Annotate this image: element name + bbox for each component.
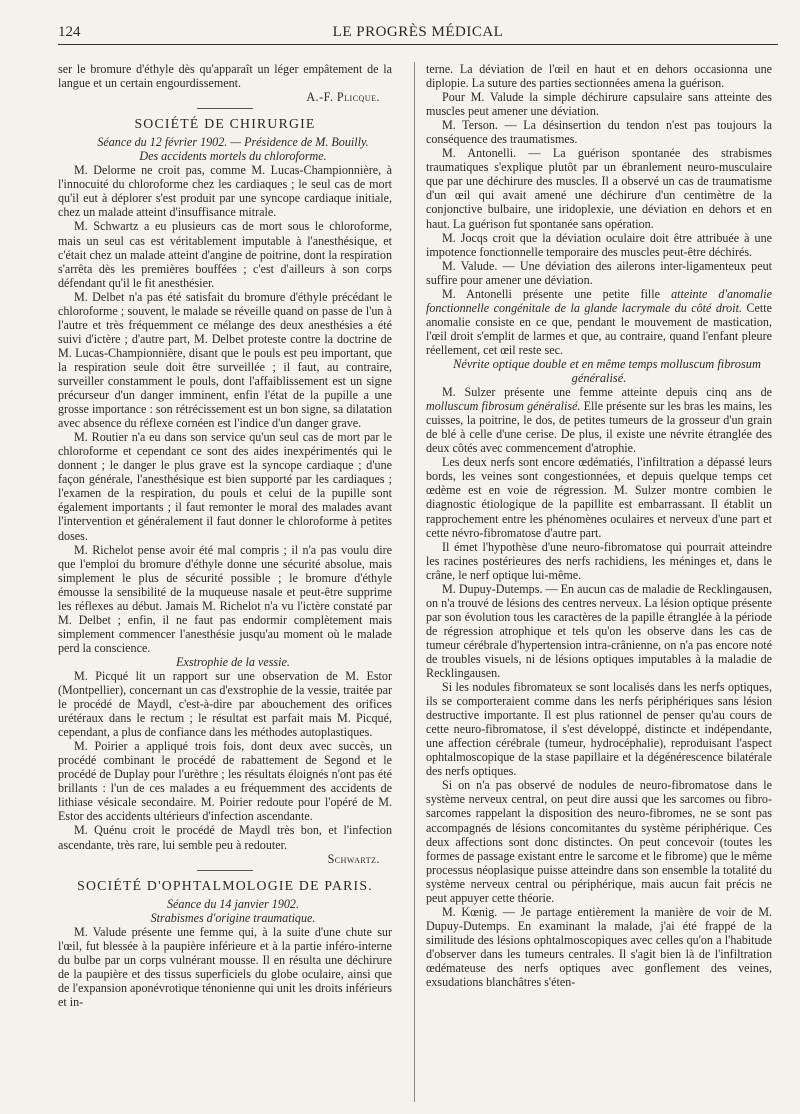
paragraph: [426, 385, 772, 455]
signature: A.-F. Plicque.: [306, 90, 380, 105]
session-line: Séance du 14 janvier 1902.: [167, 896, 299, 911]
paragraph: M. Delbet n'a pas été satisfait du bromure d'éthyle précédant le chloroforme ; souvent, le malade se réveille quand on passe de l'un à l'autre et très fréquemment ce mélange des deux anesthésies a été suivi d'ictère ; d'autre part, M. Delbet proteste contre la doctrine de M. Lucas-Championnière, disant que le pouls est peu important, que la respiration seule doit être surveillée ; il faut, au contraire, surveiller constamment le pouls, dont l'affaiblissement est un signe précurseur d'un danger imminent, enfin l'état de la pupille a une grosse importance : son rétrécissement est un bon signe, sa dilatation avec absence du réflexe cornéen est l'indice d'un danger grave.: [58, 289, 392, 431]
text-run: M. Sulzer présente une femme atteinte depuis cinq ans de: [442, 385, 772, 400]
section-heading: SOCIÉTÉ DE CHIRURGIE: [134, 116, 316, 132]
paragraph: Les deux nerfs sont encore œdématiés, l'infiltration a dépassé leurs bords, les veines sont congestionnées, et depuis quelque temps cet œdème est en voie de régression. M. Sulzer montre combien le diagnostic étiologique de la papillite est embarrassant. Il établit un rapprochement entre les phénomènes oculaires et nerveux d'une part et cette névro-fibromatose d'autre part.: [426, 455, 772, 540]
text-run: M. Antonelli présente une petite fille: [442, 286, 672, 301]
paragraph: [426, 287, 772, 357]
paragraph: M. Valude présente une femme qui, à la suite d'une chute sur l'œil, fut blessée à la paupière inférieure et à la partie inféro-interne du bulbe par un corps vulnérant mousse. Il en résulta une déchirure de la paupière et des tissus superficiels du globe oculaire, ainsi que de l'expansion aponévrotique ténonienne qui unit les droits inférieurs et in-: [58, 924, 393, 1009]
right-column: [426, 62, 772, 989]
divider-rule: [197, 870, 253, 871]
paragraph: M. Jocqs croit que la déviation oculaire doit être attribuée à une impotence fonctionnelle temporaire des muscles peut-être déchirés.: [426, 230, 772, 259]
column-divider: [414, 62, 415, 1102]
paragraph: M. Routier n'a eu dans son service qu'un seul cas de mort par le chloroforme et cependant ce sont des aides inexpérimentés qui le donnent ; le danger le plus grave est la syncope cardiaque ; d'une façon générale, l'anesthésique est bien supporté par les cardiaques ; l'examen de la respiration, du pouls et celui de la pupille sont également importants ; il faut remonter le moral des malades avant l'intervention et généralement il faut donner le chloroforme à petites doses.: [58, 430, 392, 543]
page-number: 124: [58, 24, 81, 40]
paragraph: M. Richelot pense avoir été mal compris ; il n'a pas voulu dire que l'emploi du bromure d'éthyle donne une sécurité absolue, mais simplement le plus de sécurité possible ; le bromure d'éthyle émousse la sensibilité de la muqueuse nasale et peut-être supprime les réflexes au début. Jamais M. Richelot n'a vu l'ictère constaté par M. Delbet ; enfin, il ne faut pas endormir complètement mais simplement commencer l'anesthésie jusqu'au moment où le malade perd la conscience.: [58, 542, 392, 655]
paragraph: ser le bromure d'éthyle dès qu'apparaît un léger empâtement de la langue et un certain engourdissement.: [58, 62, 392, 91]
paragraph: M. Schwartz a eu plusieurs cas de mort sous le chloroforme, mais un seul cas est véritablement imputable à l'anesthésique, et c'était chez un malade atteint d'angine de poitrine, dont la respiration s'arrêta dès les premières bouffées ; c'est d'ailleurs à son corps défendant qu'il le fit anesthésier.: [58, 219, 392, 290]
paragraph: Il émet l'hypothèse d'une neuro-fibromatose qui pourrait atteindre les racines postérieures des nerfs rachidiens, les méninges et, dans le crâne, le nerf optique lui-même.: [426, 539, 772, 582]
paragraph: M. Antonelli. — La guérison spontanée des strabismes traumatiques s'explique plutôt par un ébranlement neuro-musculaire que par une déchirure des muscles. Il a observé un cas de traumatisme d'un œil qui avait amené une déchirure d'un centimètre de la conjonctive bulbaire, une iridoplexie, une déviation en dehors et en haut. La guérison fut spontanée sans opération.: [426, 146, 772, 231]
paragraph: M. Kœnig. — Je partage entièrement la manière de voir de M. Dupuy-Dutemps. En examinant la malade, j'ai été frappé de la similitude des lésions ophtalmoscopiques avec celles qu'on a l'habitude d'observer dans les tumeurs centrales. Il s'agit bien là de l'infiltration œdémateuse des nerfs optiques avec gonflement des veines, exsudations blanchâtres s'éten-: [426, 904, 772, 990]
text-run: Cette anomalie consiste en ce que, pendant le mouvement de mastication, l'œil droit s'emplit de larmes et que, au contraire, quand l'enfant pleure réellement, cet œil reste sec.: [426, 300, 773, 357]
paragraph: M. Quénu croit le procédé de Maydl très bon, et l'infection ascendante, très rare, lui semble peu à redouter.: [58, 823, 392, 852]
italic-run: atteinte d'anomalie fonctionnelle congénitale de la glande lacrymale du côté droit.: [426, 286, 773, 315]
left-column: [58, 62, 392, 1009]
topic-heading: Exstrophie de la vessie.: [176, 654, 290, 669]
topic-heading: Strabismes d'origine traumatique.: [150, 910, 316, 925]
paragraph: Si on n'a pas observé de nodules de neuro-fibromatose dans le système nerveux central, on peut dire aussi que les sarcomes ou fibro-sarcomes rappelant la disposition des neuro-fibromes, ne se sont pas accompagnés de lésions concomitantes du système périphérique. Ces deux affections sont donc distinctes. On peut concevoir (toutes les formes de passage existant entre le sarcome et le fibrome) que le même processus néoplasique puisse atteindre dans son ensemble la totalité du système nerveux central ou périphérique, mais aucun fait précis ne peut appuyer cette théorie.: [426, 778, 772, 905]
paragraph: M. Valude. — Une déviation des ailerons inter-ligamenteux peut suffire pour amener une déviation.: [426, 258, 772, 287]
italic-run: molluscum fibrosum généralisé.: [426, 399, 581, 414]
paragraph: Pour M. Valude la simple déchirure capsulaire sans atteinte des muscles peut amener une déviation.: [426, 90, 772, 119]
paragraph: Si les nodules fibromateux se sont localisés dans les nerfs optiques, ils se comporteraient comme dans les nerfs périphériques sans lésion destructive importante. Il est plus rationnel de penser qu'au cours de cette neuro-fibromatose, il s'est développé, distincte et indépendante, une affection cérébrale (tumeur, hydrocéphalie), reproduisant l'aspect ophtalmoscopique de la stase papillaire et la dégénérescence bilatérale des nerfs optiques.: [426, 680, 772, 779]
paragraph: M. Terson. — La désinsertion du tendon n'est pas toujours la conséquence des traumatismes.: [426, 118, 772, 147]
topic-heading: Névrite optique double et en même temps molluscum fibrosum généralisé.: [453, 356, 761, 386]
paragraph: M. Poirier a appliqué trois fois, dont deux avec succès, un procédé combinant le procédé de rabattement de Segond et le procédé de Duplay pour l'urèthre ; les résultats éloignés n'ont pas été brillants : l'un de ces malades a eu fréquemment des accidents de lithiase vésicale secondaire. M. Poirier redoute pour l'opéré de M. Estor des accidents ultérieurs d'infection ascendante.: [58, 739, 392, 824]
paragraph: terne. La déviation de l'œil en haut et en dehors occasionna une diplopie. La suture des parties sectionnées amena la guérison.: [426, 62, 772, 91]
divider-rule: [197, 108, 253, 109]
section-heading: SOCIÉTÉ D'OPHTALMOLOGIE DE PARIS.: [77, 877, 373, 893]
paragraph: M. Delorme ne croit pas, comme M. Lucas-Championnière, à l'innocuité du chloroforme chez les cardiaques ; le seul cas de mort qu'il eut à déplorer s'est produit par une syncope cardiaque initiale, chez un malade atteint d'insuffisance mitrale.: [58, 163, 392, 220]
running-header: [58, 22, 778, 45]
paragraph: M. Picqué lit un rapport sur une observation de M. Estor (Montpellier), concernant un cas d'exstrophie de la vessie, traitée par le procédé de Maydl, c'est-à-dire par abouchement des orifices urétéraux dans le rectum ; le résultat est parfait mais M. Picqué, cependant, a plus de confiance dans les méthodes autoplastiques.: [58, 668, 392, 740]
signature: Schwartz.: [327, 851, 380, 866]
text-run: Elle présente sur les bras les mains, les cuisses, la poitrine, le dos, de petites tumeurs de la grosseur d'un grain de blé à celle d'une cerise. De plus, il existe une névrite étranglée des deux côtés avec commencement d'atrophie.: [426, 399, 772, 456]
paragraph: M. Dupuy-Dutemps. — En aucun cas de maladie de Recklingausen, on n'a trouvé de lésions des centres nerveux. La lésion optique présente par son évolution tous les caractères de la papille étranglée à la période de régression atrophique et tels qu'on les observe dans les cas de tumeur cérébrale d'hypertension intra-crânienne, on n'a pas encore noté de troubles visuels, ni de lésions optiques imputables à la maladie de Recklingausen.: [426, 581, 772, 681]
journal-title: LE PROGRÈS MÉDICAL: [332, 24, 504, 40]
session-line: Séance du 12 février 1902. — Présidence de M. Bouilly.: [97, 135, 369, 150]
topic-heading: Des accidents mortels du chloroforme.: [139, 149, 327, 164]
